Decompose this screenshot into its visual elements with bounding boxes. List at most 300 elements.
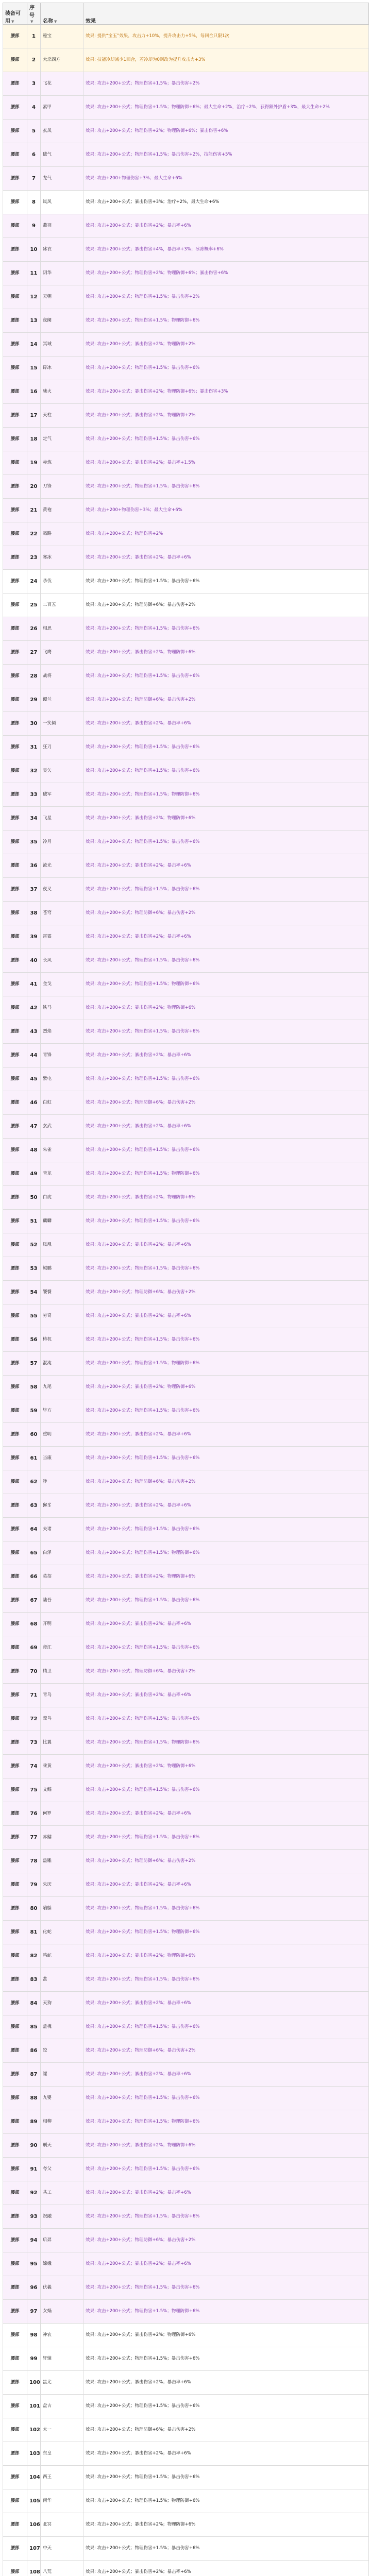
table-row[interactable] bbox=[3, 96, 369, 120]
cell-name: 岚风 bbox=[41, 191, 83, 214]
table-row[interactable] bbox=[3, 1636, 369, 1660]
table-row[interactable] bbox=[3, 428, 369, 451]
cell-effect: 效果: 攻击+200+公式；物理伤害+1.5%；暴击伤害+2% bbox=[83, 285, 369, 309]
cell-name: 开明 bbox=[41, 1613, 83, 1636]
table-row[interactable] bbox=[3, 736, 369, 759]
cell-index: 31 bbox=[27, 736, 41, 759]
cell-effect: 效果: 攻击+200+公式；暴击伤害+2%；物理防御+6%；暴击伤害+3% bbox=[83, 380, 369, 404]
cell-effect: 效果: 攻击+200+公式；暴击伤害+2%；暴击率+6% bbox=[83, 925, 369, 949]
cell-index: 102 bbox=[27, 2418, 41, 2442]
cell-index: 38 bbox=[27, 902, 41, 925]
cell-effect: 效果: 攻击+200+公式；暴击伤害+2%；暴击率+6% bbox=[83, 1304, 369, 1328]
table-row[interactable] bbox=[3, 262, 369, 285]
cell-index: 53 bbox=[27, 1257, 41, 1281]
table-row[interactable] bbox=[3, 783, 369, 807]
cell-position: 腰部 bbox=[3, 1944, 27, 1968]
cell-effect: 效果: 攻击+200+公式；物理伤害+2% bbox=[83, 522, 369, 546]
table-row[interactable] bbox=[3, 2181, 369, 2205]
cell-effect: 效果: 攻击+200+公式；物理伤害+1.5%；暴击伤害+6% bbox=[83, 2158, 369, 2181]
cell-effect: 效果: 攻击+200+公式；物理伤害+1.5%；暴击伤害+6% bbox=[83, 1968, 369, 1992]
table-row[interactable] bbox=[3, 25, 369, 48]
table-row[interactable] bbox=[3, 831, 369, 854]
table-row[interactable] bbox=[3, 2561, 369, 2576]
cell-position: 腰部 bbox=[3, 191, 27, 214]
cell-position: 腰部 bbox=[3, 2489, 27, 2513]
cell-name: 后羿 bbox=[41, 2229, 83, 2252]
cell-index: 24 bbox=[27, 570, 41, 594]
cell-effect: 效果: 攻击+200+公式；物理伤害+1.5%；暴击伤害+6% bbox=[83, 1257, 369, 1281]
table-row[interactable] bbox=[3, 2110, 369, 2134]
cell-effect: 效果: 攻击+200+公式；物理伤害+1.5%；物理防御+6% bbox=[83, 1162, 369, 1186]
table-row[interactable] bbox=[3, 214, 369, 238]
table-row[interactable] bbox=[3, 2371, 369, 2395]
cell-effect: 效果: 攻击+200+公式；物理伤害+1.5%；暴击伤害+6% bbox=[83, 1518, 369, 1541]
table-row[interactable] bbox=[3, 617, 369, 641]
header-idx[interactable]: 序号▼ bbox=[27, 3, 41, 25]
cell-index: 60 bbox=[27, 1423, 41, 1447]
table-row[interactable] bbox=[3, 1897, 369, 1921]
table-row[interactable] bbox=[3, 759, 369, 783]
cell-index: 62 bbox=[27, 1470, 41, 1494]
cell-index: 14 bbox=[27, 333, 41, 357]
table-row[interactable] bbox=[3, 1944, 369, 1968]
cell-name: 碎冰 bbox=[41, 357, 83, 380]
cell-index: 80 bbox=[27, 1897, 41, 1921]
cell-name: 秘宝 bbox=[41, 25, 83, 48]
cell-position: 腰部 bbox=[3, 1897, 27, 1921]
cell-effect: 效果: 攻击+200+公式；物理伤害+1.5%；暴击伤害+6% bbox=[83, 949, 369, 973]
cell-index: 35 bbox=[27, 831, 41, 854]
table-row[interactable] bbox=[3, 1067, 369, 1091]
cell-position: 腰部 bbox=[3, 2466, 27, 2489]
cell-index: 39 bbox=[27, 925, 41, 949]
cell-effect: 效果: 攻击+200+公式；物理伤害+1.5%；暴击伤害+6% bbox=[83, 2087, 369, 2110]
cell-index: 10 bbox=[27, 238, 41, 262]
cell-effect: 效果: 攻击+200+公式；暴击伤害+2%；暴击率+6% bbox=[83, 2252, 369, 2276]
table-row[interactable] bbox=[3, 2442, 369, 2466]
table-row[interactable] bbox=[3, 333, 369, 357]
table-row[interactable] bbox=[3, 2513, 369, 2537]
cell-effect: 效果: 攻击+200+公式；物理伤害+1.5%；暴击伤害+6% bbox=[83, 1778, 369, 1802]
cell-position: 腰部 bbox=[3, 1067, 27, 1091]
cell-name: 当康 bbox=[41, 1447, 83, 1470]
table-row[interactable] bbox=[3, 143, 369, 167]
header-pos[interactable]: 装备可用 ▼ bbox=[3, 3, 27, 25]
cell-name: 铁马 bbox=[41, 996, 83, 1020]
table-row[interactable] bbox=[3, 1613, 369, 1636]
cell-effect: 效果: 攻击+200+公式；暴击伤害+3%；治疗+2%，最大生命+6% bbox=[83, 191, 369, 214]
cell-effect: 效果: 攻击+200+公式；物理防御+6%；暴击伤害+2% bbox=[83, 2039, 369, 2063]
cell-name: 陆吾 bbox=[41, 1589, 83, 1613]
table-row[interactable] bbox=[3, 1684, 369, 1707]
cell-effect: 效果: 攻击+200+公式；物理伤害+1.5%；暴击伤害+6% bbox=[83, 1020, 369, 1044]
cell-index: 88 bbox=[27, 2087, 41, 2110]
cell-position: 腰部 bbox=[3, 451, 27, 475]
cell-position: 腰部 bbox=[3, 48, 27, 72]
cell-position: 腰部 bbox=[3, 2513, 27, 2537]
cell-name: 鲲鹏 bbox=[41, 1257, 83, 1281]
table-row[interactable] bbox=[3, 925, 369, 949]
table-row[interactable] bbox=[3, 404, 369, 428]
cell-name: 蜚 bbox=[41, 1968, 83, 1992]
cell-index: 103 bbox=[27, 2442, 41, 2466]
cell-position: 腰部 bbox=[3, 357, 27, 380]
table-row[interactable] bbox=[3, 2418, 369, 2442]
cell-position: 腰部 bbox=[3, 1447, 27, 1470]
cell-index: 54 bbox=[27, 1281, 41, 1304]
cell-name: 伏羲 bbox=[41, 2276, 83, 2300]
cell-index: 71 bbox=[27, 1684, 41, 1707]
cell-name: 刀锋 bbox=[41, 475, 83, 499]
cell-name: 白虹 bbox=[41, 1091, 83, 1115]
table-row[interactable] bbox=[3, 570, 369, 594]
cell-index: 76 bbox=[27, 1802, 41, 1826]
table-row[interactable] bbox=[3, 499, 369, 522]
cell-index: 86 bbox=[27, 2039, 41, 2063]
cell-effect: 效果: 攻击+200+公式；物理伤害+1.5%；暴击伤害+6% bbox=[83, 2205, 369, 2229]
cell-effect: 效果: 攻击+200+公式；暴击伤害+2%；暴击率+6% bbox=[83, 1233, 369, 1257]
table-row[interactable] bbox=[3, 2063, 369, 2087]
cell-effect: 效果: 攻击+200+公式；暴击伤害+2%；暴击率+6% bbox=[83, 2371, 369, 2395]
table-row[interactable] bbox=[3, 1541, 369, 1565]
table-row[interactable] bbox=[3, 1992, 369, 2015]
cell-effect: 效果: 提供“宝玉”效果，攻击力+10%，提升攻击力+5%，每回合只限1次 bbox=[83, 25, 369, 48]
table-row[interactable] bbox=[3, 357, 369, 380]
cell-position: 腰部 bbox=[3, 2087, 27, 2110]
table-row[interactable] bbox=[3, 2489, 369, 2513]
cell-position: 腰部 bbox=[3, 1778, 27, 1802]
table-row[interactable] bbox=[3, 1802, 369, 1826]
cell-name: 白泽 bbox=[41, 1541, 83, 1565]
cell-position: 腰部 bbox=[3, 285, 27, 309]
cell-index: 11 bbox=[27, 262, 41, 285]
cell-name: 乘黄 bbox=[41, 1755, 83, 1778]
table-row[interactable] bbox=[3, 641, 369, 665]
table-row[interactable] bbox=[3, 167, 369, 191]
cell-effect: 效果: 攻击+200+公式；物理伤害+1.5%；暴击伤害+6% bbox=[83, 2347, 369, 2371]
cell-index: 108 bbox=[27, 2561, 41, 2576]
table-row[interactable] bbox=[3, 949, 369, 973]
table-row[interactable] bbox=[3, 285, 369, 309]
cell-name: 燕羽 bbox=[41, 214, 83, 238]
table-row[interactable] bbox=[3, 594, 369, 617]
cell-effect: 效果: 攻击+200+公式；暴击伤害+2%；暴击率+6% bbox=[83, 712, 369, 736]
cell-name: 雷霆 bbox=[41, 925, 83, 949]
table-row[interactable] bbox=[3, 2039, 369, 2063]
table-row[interactable] bbox=[3, 1281, 369, 1304]
cell-index: 83 bbox=[27, 1968, 41, 1992]
cell-name: 九尾 bbox=[41, 1376, 83, 1399]
cell-index: 57 bbox=[27, 1352, 41, 1376]
table-row[interactable] bbox=[3, 2395, 369, 2418]
table-row[interactable] bbox=[3, 1115, 369, 1139]
table-row[interactable] bbox=[3, 1352, 369, 1376]
table-row[interactable] bbox=[3, 72, 369, 96]
table-row[interactable] bbox=[3, 1423, 369, 1447]
table-row[interactable] bbox=[3, 2537, 369, 2561]
cell-name: 刑天 bbox=[41, 2134, 83, 2158]
cell-name: 青龙 bbox=[41, 1162, 83, 1186]
table-row[interactable] bbox=[3, 1518, 369, 1541]
table-row[interactable] bbox=[3, 2276, 369, 2300]
table-row[interactable] bbox=[3, 451, 369, 475]
cell-effect: 效果: 攻击+200+公式；暴击伤害+2%；暴击率+6% bbox=[83, 1802, 369, 1826]
cell-index: 105 bbox=[27, 2489, 41, 2513]
cell-index: 16 bbox=[27, 380, 41, 404]
table-row[interactable] bbox=[3, 902, 369, 925]
cell-effect: 效果: 攻击+200+公式；暴击伤害+2%；物理防御+2% bbox=[83, 333, 369, 357]
cell-name: 狰 bbox=[41, 1470, 83, 1494]
cell-index: 107 bbox=[27, 2537, 41, 2561]
table-row[interactable] bbox=[3, 2300, 369, 2324]
table-row[interactable] bbox=[3, 878, 369, 902]
cell-position: 腰部 bbox=[3, 1139, 27, 1162]
cell-effect: 效果: 攻击+200+公式；暴击伤害+2%；暴击率+6% bbox=[83, 1684, 369, 1707]
cell-index: 15 bbox=[27, 357, 41, 380]
table-header-row bbox=[3, 3, 369, 25]
cell-name: 孟槐 bbox=[41, 2015, 83, 2039]
table-row[interactable] bbox=[3, 1660, 369, 1684]
cell-name: 南华 bbox=[41, 2489, 83, 2513]
table-row[interactable] bbox=[3, 996, 369, 1020]
cell-index: 17 bbox=[27, 404, 41, 428]
table-row[interactable] bbox=[3, 2158, 369, 2181]
cell-position: 腰部 bbox=[3, 973, 27, 996]
cell-name: 灵矢 bbox=[41, 759, 83, 783]
table-row[interactable] bbox=[3, 1921, 369, 1944]
cell-effect: 效果: 攻击+200+公式；物理伤害+1.5%；暴击伤害+6% bbox=[83, 2537, 369, 2561]
table-row[interactable] bbox=[3, 2015, 369, 2039]
header-name[interactable]: 名称 ▼ bbox=[41, 3, 83, 25]
cell-index: 106 bbox=[27, 2513, 41, 2537]
cell-index: 81 bbox=[27, 1921, 41, 1944]
table-row[interactable] bbox=[3, 1968, 369, 1992]
table-row[interactable] bbox=[3, 1399, 369, 1423]
table-row[interactable] bbox=[3, 1707, 369, 1731]
cell-position: 腰部 bbox=[3, 1968, 27, 1992]
cell-index: 89 bbox=[27, 2110, 41, 2134]
table-row[interactable] bbox=[3, 1778, 369, 1802]
table-row[interactable] bbox=[3, 1257, 369, 1281]
cell-name: 何罗 bbox=[41, 1802, 83, 1826]
cell-position: 腰部 bbox=[3, 641, 27, 665]
cell-position: 腰部 bbox=[3, 878, 27, 902]
cell-name: 战将 bbox=[41, 665, 83, 688]
cell-index: 55 bbox=[27, 1304, 41, 1328]
table-row[interactable] bbox=[3, 522, 369, 546]
cell-position: 腰部 bbox=[3, 1992, 27, 2015]
cell-effect: 效果: 攻击+200+公式；物理伤害+1.5%；暴击伤害+6% bbox=[83, 2395, 369, 2418]
cell-name: 天柱 bbox=[41, 404, 83, 428]
table-row[interactable] bbox=[3, 1850, 369, 1873]
table-row[interactable] bbox=[3, 1470, 369, 1494]
cell-index: 65 bbox=[27, 1541, 41, 1565]
cell-position: 腰部 bbox=[3, 2015, 27, 2039]
cell-index: 4 bbox=[27, 96, 41, 120]
cell-name: 相柳 bbox=[41, 2110, 83, 2134]
cell-name: 西王 bbox=[41, 2466, 83, 2489]
cell-name: 共工 bbox=[41, 2181, 83, 2205]
cell-position: 腰部 bbox=[3, 665, 27, 688]
cell-effect: 效果: 攻击+200+公式；暴击伤害+2%；暴击率+6% bbox=[83, 2181, 369, 2205]
table-row[interactable] bbox=[3, 712, 369, 736]
cell-name: 化蛇 bbox=[41, 1921, 83, 1944]
cell-position: 腰部 bbox=[3, 1328, 27, 1352]
table-row[interactable] bbox=[3, 1376, 369, 1399]
table-row[interactable] bbox=[3, 309, 369, 333]
cell-index: 27 bbox=[27, 641, 41, 665]
cell-index: 70 bbox=[27, 1660, 41, 1684]
cell-index: 30 bbox=[27, 712, 41, 736]
header-effect[interactable]: 效果 bbox=[83, 3, 369, 25]
table-row[interactable] bbox=[3, 1589, 369, 1613]
table-row[interactable] bbox=[3, 546, 369, 570]
cell-position: 腰部 bbox=[3, 594, 27, 617]
cell-effect: 效果: 攻击+200+公式；物理防御+6%；暴击伤害+2% bbox=[83, 2229, 369, 2252]
table-row[interactable] bbox=[3, 1186, 369, 1210]
cell-name: 东皇 bbox=[41, 2442, 83, 2466]
cell-name: 赤鱬 bbox=[41, 1826, 83, 1850]
cell-index: 7 bbox=[27, 167, 41, 191]
table-row[interactable] bbox=[3, 238, 369, 262]
table-row[interactable] bbox=[3, 380, 369, 404]
cell-position: 腰部 bbox=[3, 1541, 27, 1565]
cell-index: 74 bbox=[27, 1755, 41, 1778]
table-row[interactable] bbox=[3, 665, 369, 688]
cell-name: 夜阑 bbox=[41, 309, 83, 333]
table-row[interactable] bbox=[3, 1731, 369, 1755]
table-row[interactable] bbox=[3, 1139, 369, 1162]
table-row[interactable] bbox=[3, 1091, 369, 1115]
cell-position: 腰部 bbox=[3, 2347, 27, 2371]
cell-effect: 效果: 攻击+200+物理伤害+3%；最大生命+6% bbox=[83, 167, 369, 191]
cell-effect: 效果: 攻击+200+公式；物理防御+6%；暴击伤害+2% bbox=[83, 2418, 369, 2442]
cell-position: 腰部 bbox=[3, 854, 27, 878]
table-row[interactable] bbox=[3, 2324, 369, 2347]
sort-icon: ▼ bbox=[11, 20, 14, 24]
table-row[interactable] bbox=[3, 48, 369, 72]
table-row[interactable] bbox=[3, 191, 369, 214]
table-row[interactable] bbox=[3, 1447, 369, 1470]
table-row[interactable] bbox=[3, 475, 369, 499]
table-row[interactable] bbox=[3, 1873, 369, 1897]
table-row[interactable] bbox=[3, 1826, 369, 1850]
table-row[interactable] bbox=[3, 973, 369, 996]
cell-name: 蛊雕 bbox=[41, 1850, 83, 1873]
table-row[interactable] bbox=[3, 2466, 369, 2489]
table-row[interactable] bbox=[3, 2205, 369, 2229]
cell-index: 46 bbox=[27, 1091, 41, 1115]
cell-position: 腰部 bbox=[3, 902, 27, 925]
cell-index: 28 bbox=[27, 665, 41, 688]
table-row[interactable] bbox=[3, 1044, 369, 1067]
table-row[interactable] bbox=[3, 1755, 369, 1778]
cell-name: 女娲 bbox=[41, 2300, 83, 2324]
cell-name: 穷奇 bbox=[41, 1304, 83, 1328]
table-row[interactable] bbox=[3, 2347, 369, 2371]
table-row[interactable] bbox=[3, 2134, 369, 2158]
cell-index: 19 bbox=[27, 451, 41, 475]
cell-effect: 效果: 攻击+200+公式；暴击伤害+2%；暴击率+6% bbox=[83, 1423, 369, 1447]
cell-effect: 效果: 攻击+200+公式；物理防御+6%；暴击伤害+2% bbox=[83, 1281, 369, 1304]
cell-effect: 效果: 攻击+200+公式；物理伤害+1.5%；暴击伤害+6% bbox=[83, 759, 369, 783]
cell-effect: 效果: 攻击+200+公式；暴击伤害+2%；物理防御+6% bbox=[83, 2324, 369, 2347]
cell-effect: 效果: 攻击+200+公式；暴击伤害+2%；物理防御+6% bbox=[83, 807, 369, 831]
cell-name: 九婴 bbox=[41, 2087, 83, 2110]
cell-name: 流光 bbox=[41, 854, 83, 878]
cell-position: 腰部 bbox=[3, 2537, 27, 2561]
table-row[interactable] bbox=[3, 1565, 369, 1589]
cell-position: 腰部 bbox=[3, 1162, 27, 1186]
cell-index: 50 bbox=[27, 1186, 41, 1210]
table-row[interactable] bbox=[3, 1494, 369, 1518]
table-row[interactable] bbox=[3, 2087, 369, 2110]
cell-effect: 效果: 攻击+200+公式；暴击伤害+2%；暴击率+6% bbox=[83, 214, 369, 238]
cell-position: 腰部 bbox=[3, 1613, 27, 1636]
cell-index: 43 bbox=[27, 1020, 41, 1044]
cell-index: 66 bbox=[27, 1565, 41, 1589]
table-row[interactable] bbox=[3, 120, 369, 143]
cell-position: 腰部 bbox=[3, 1091, 27, 1115]
table-row[interactable] bbox=[3, 807, 369, 831]
cell-index: 69 bbox=[27, 1636, 41, 1660]
cell-index: 84 bbox=[27, 1992, 41, 2015]
cell-index: 34 bbox=[27, 807, 41, 831]
cell-position: 腰部 bbox=[3, 1565, 27, 1589]
cell-index: 63 bbox=[27, 1494, 41, 1518]
cell-effect: 效果: 攻击+200+物理伤害+3%；最大生命+6% bbox=[83, 499, 369, 522]
cell-position: 腰部 bbox=[3, 1731, 27, 1755]
cell-index: 20 bbox=[27, 475, 41, 499]
cell-name: 鸣蛇 bbox=[41, 1944, 83, 1968]
table-row[interactable] bbox=[3, 854, 369, 878]
equipment-table-container bbox=[3, 3, 368, 2576]
cell-position: 腰部 bbox=[3, 2205, 27, 2229]
table-row[interactable] bbox=[3, 1233, 369, 1257]
cell-name: 盘古 bbox=[41, 2395, 83, 2418]
table-row[interactable] bbox=[3, 1162, 369, 1186]
cell-effect: 效果: 攻击+200+公式；物理伤害+1.5%；暴击伤害+2%，技能伤害+5% bbox=[83, 143, 369, 167]
cell-name: 烈焰 bbox=[41, 1020, 83, 1044]
cell-index: 94 bbox=[27, 2229, 41, 2252]
table-row[interactable] bbox=[3, 2229, 369, 2252]
table-row[interactable] bbox=[3, 1304, 369, 1328]
cell-position: 腰部 bbox=[3, 72, 27, 96]
cell-position: 腰部 bbox=[3, 1684, 27, 1707]
cell-effect: 效果: 攻击+200+公式；物理伤害+1.5%；暴击伤害+6% bbox=[83, 1139, 369, 1162]
table-row[interactable] bbox=[3, 688, 369, 712]
cell-effect: 效果: 攻击+200+公式；物理伤害+1.5%；物理防御+6% bbox=[83, 1352, 369, 1376]
cell-name: 嫦娥 bbox=[41, 2252, 83, 2276]
table-row[interactable] bbox=[3, 2252, 369, 2276]
table-row[interactable] bbox=[3, 1020, 369, 1044]
table-row[interactable] bbox=[3, 1210, 369, 1233]
cell-index: 59 bbox=[27, 1399, 41, 1423]
cell-name: 青锋 bbox=[41, 1044, 83, 1067]
cell-name: 饕餮 bbox=[41, 1281, 83, 1304]
cell-index: 90 bbox=[27, 2134, 41, 2158]
cell-position: 腰部 bbox=[3, 2110, 27, 2134]
cell-position: 腰部 bbox=[3, 1755, 27, 1778]
cell-name: 夸父 bbox=[41, 2158, 83, 2181]
cell-name: 一笑倾 bbox=[41, 712, 83, 736]
cell-index: 61 bbox=[27, 1447, 41, 1470]
cell-effect: 效果: 攻击+200+公式；暴击伤害+2%；物理防御+6% bbox=[83, 1565, 369, 1589]
cell-effect: 效果: 攻击+200+公式；物理伤害+1.5%；暴击伤害+6% bbox=[83, 1210, 369, 1233]
table-row[interactable] bbox=[3, 1328, 369, 1352]
cell-position: 腰部 bbox=[3, 120, 27, 143]
cell-position: 腰部 bbox=[3, 996, 27, 1020]
